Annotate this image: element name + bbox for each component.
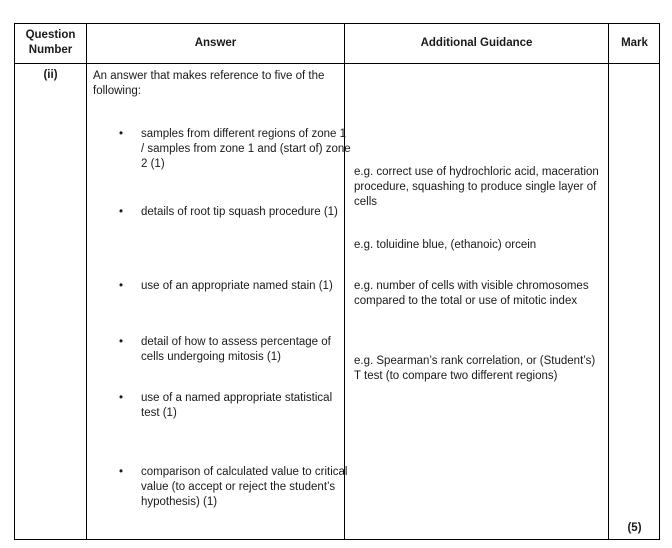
header-additional-guidance: Additional Guidance xyxy=(420,37,533,49)
header-answer: Answer xyxy=(194,37,237,49)
bullet-icon: • xyxy=(119,206,124,218)
bullet-icon: • xyxy=(119,128,124,140)
bullet-icon: • xyxy=(119,392,124,404)
bullet-text: detail of how to assess percentage of cells undergoing mitosis (1) xyxy=(141,336,331,363)
header-mark: Mark xyxy=(621,37,648,49)
bullet-icon: • xyxy=(119,280,124,292)
guidance-text: e.g. number of cells with visible chromosomes compared to the total or use of mitotic index xyxy=(354,280,589,307)
guidance-column xyxy=(345,24,608,539)
mark-scheme-table xyxy=(14,23,660,540)
bullet-icon: • xyxy=(119,336,124,348)
bullet-text: details of root tip squash procedure (1) xyxy=(141,206,338,218)
answer-intro: An answer that makes reference to five of the following: xyxy=(93,70,325,97)
question-number: (ii) xyxy=(43,69,58,81)
header-question-number: Question Number xyxy=(25,29,76,56)
bullet-text: comparison of calculated value to critical value (to accept or reject the student’s hypothesis) (1) xyxy=(141,466,348,508)
mark-value: (5) xyxy=(627,522,642,534)
guidance-text: e.g. toluidine blue, (ethanoic) orcein xyxy=(354,239,537,251)
bullet-text: use of a named appropriate statistical test (1) xyxy=(141,392,333,419)
bullet-text: use of an appropriate named stain (1) xyxy=(141,280,333,292)
bullet-text: samples from different regions of zone 1 / samples from zone 1 and (start of) zone 2 (1) xyxy=(141,128,351,170)
answer-column xyxy=(87,24,351,539)
guidance-text: e.g. correct use of hydrochloric acid, maceration procedure, squashing to produce single layer of cells xyxy=(354,166,599,208)
column-divider xyxy=(608,24,609,539)
guidance-text: e.g. Spearman’s rank correlation, or (Student’s) T test (to compare two different regions) xyxy=(354,355,596,382)
bullet-icon: • xyxy=(119,466,124,478)
